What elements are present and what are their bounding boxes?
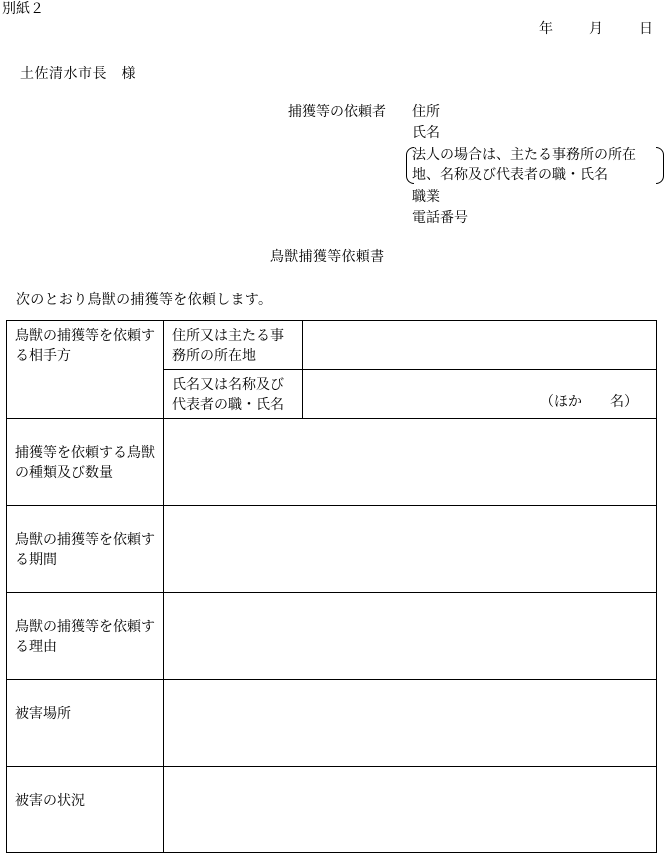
species-label-cell <box>7 419 164 506</box>
counterpart-address-label-cell <box>164 321 303 370</box>
reason-label-cell <box>7 593 164 680</box>
intro-text: 次のとおり鳥獣の捕獲等を依頼します。 <box>16 292 273 308</box>
table-row <box>7 680 657 767</box>
counterpart-name-label-cell <box>164 370 303 419</box>
damage-status-label-cell <box>7 767 164 853</box>
date-line <box>539 19 653 39</box>
period-label: 鳥獣の捕獲等を依頼する期間 <box>15 532 155 569</box>
table-row <box>7 767 657 853</box>
counterpart-name-input[interactable] <box>303 370 657 419</box>
requester-address-label: 住所 <box>412 104 440 120</box>
counterpart-label-cell <box>7 321 164 419</box>
requester-phone-label: 電話番号 <box>412 210 468 226</box>
corporation-note: 法人の場合は、主たる事務所の所在地、名称及び代表者の職・氏名 <box>406 145 664 186</box>
damage-place-label-cell <box>7 680 164 767</box>
damage-status-label: 被害の状況 <box>15 793 85 809</box>
date-year: 年 <box>539 21 553 37</box>
species-input[interactable] <box>164 419 657 506</box>
reason-label: 鳥獣の捕獲等を依頼する理由 <box>15 619 155 656</box>
reason-input[interactable] <box>164 593 657 680</box>
counterpart-address-label: 住所又は主たる事務所の所在地 <box>172 328 284 365</box>
species-label: 捕獲等を依頼する鳥獣の種類及び数量 <box>15 445 155 482</box>
date-day: 日 <box>639 21 653 37</box>
period-input[interactable] <box>164 506 657 593</box>
table-row <box>7 321 657 370</box>
counterpart-name-label: 氏名又は名称及び代表者の職・氏名 <box>172 377 284 414</box>
damage-place-input[interactable] <box>164 680 657 767</box>
form-title: 鳥獣捕獲等依頼書 <box>270 249 385 265</box>
requester-occupation-label: 職業 <box>412 189 440 205</box>
table-row <box>7 593 657 680</box>
counterpart-label: 鳥獣の捕獲等を依頼する相手方 <box>15 328 155 365</box>
damage-place-label: 被害場所 <box>15 706 71 722</box>
request-table <box>6 320 657 853</box>
period-label-cell <box>7 506 164 593</box>
addressee: 土佐清水市長 様 <box>20 66 136 82</box>
damage-status-input[interactable] <box>164 767 657 853</box>
table-row <box>7 419 657 506</box>
others-count-note: （ほか 名） <box>540 393 638 410</box>
requester-name-label: 氏名 <box>412 125 440 141</box>
date-month: 月 <box>589 21 603 37</box>
counterpart-address-input[interactable] <box>303 321 657 370</box>
document-label: 別紙２ <box>2 1 44 17</box>
table-row <box>7 506 657 593</box>
requester-label: 捕獲等の依頼者 <box>288 104 386 120</box>
